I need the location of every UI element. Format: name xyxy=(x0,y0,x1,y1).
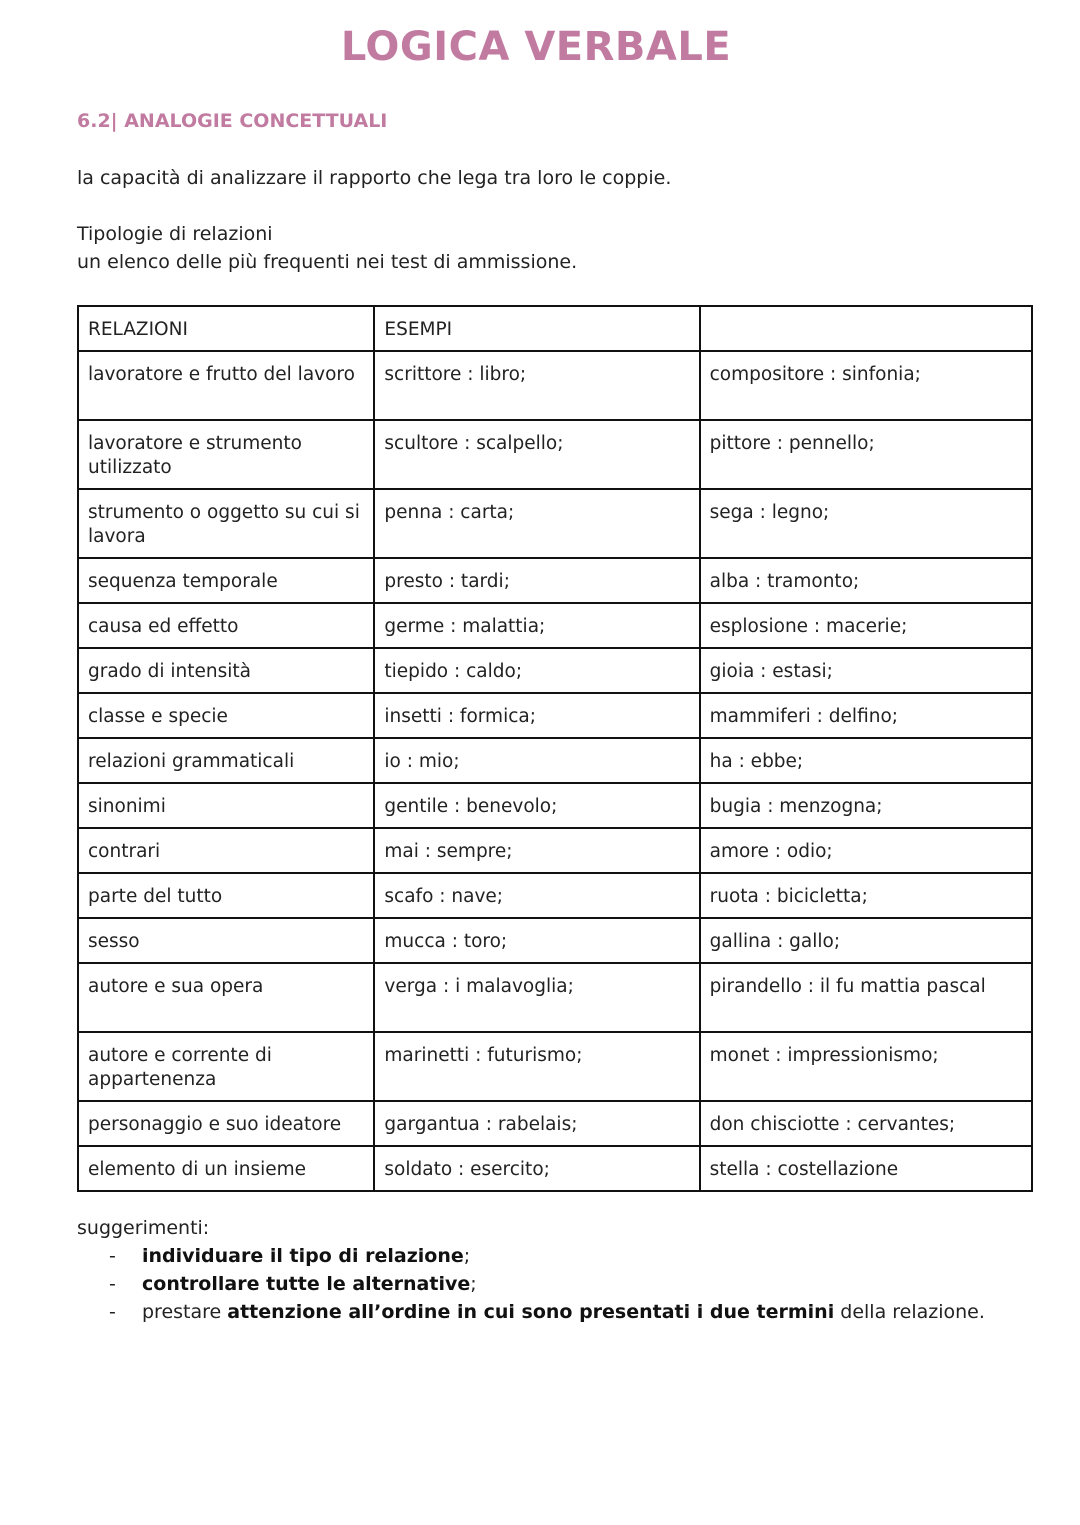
relation-cell: relazioni grammaticali xyxy=(78,738,374,783)
table-header-row xyxy=(78,306,1032,351)
example-cell: ruota : bicicletta; xyxy=(700,873,1032,918)
table-row xyxy=(78,693,1032,738)
types-heading: Tipologie di relazioni xyxy=(77,223,273,245)
suggestions xyxy=(77,1214,985,1326)
intro-text: la capacità di analizzare il rapporto che lega tra loro le coppie. xyxy=(77,167,672,189)
example-cell: scafo : nave; xyxy=(374,873,699,918)
relation-cell: lavoratore e strumento utilizzato xyxy=(78,420,374,489)
relation-cell: sesso xyxy=(78,918,374,963)
example-cell: pirandello : il fu mattia pascal xyxy=(700,963,1032,1032)
table-row xyxy=(78,1032,1032,1101)
table-row xyxy=(78,351,1032,420)
example-cell: soldato : esercito; xyxy=(374,1146,699,1191)
relation-cell: classe e specie xyxy=(78,693,374,738)
suggestion-text: della relazione. xyxy=(834,1301,985,1323)
example-cell: marinetti : futurismo; xyxy=(374,1032,699,1101)
relation-cell: elemento di un insieme xyxy=(78,1146,374,1191)
example-cell: amore : odio; xyxy=(700,828,1032,873)
table-row xyxy=(78,873,1032,918)
suggestion-text: prestare xyxy=(142,1301,228,1323)
table-row xyxy=(78,1146,1032,1191)
example-cell: ha : ebbe; xyxy=(700,738,1032,783)
table-row xyxy=(78,738,1032,783)
relation-cell: personaggio e suo ideatore xyxy=(78,1101,374,1146)
example-cell: sega : legno; xyxy=(700,489,1032,558)
example-cell: mammiferi : delfino; xyxy=(700,693,1032,738)
example-cell: don chisciotte : cervantes; xyxy=(700,1101,1032,1146)
suggestion-item xyxy=(77,1270,985,1298)
dash-bullet: - xyxy=(109,1273,116,1295)
relation-cell: sequenza temporale xyxy=(78,558,374,603)
table-row xyxy=(78,558,1032,603)
table-row xyxy=(78,918,1032,963)
example-cell: insetti : formica; xyxy=(374,693,699,738)
suggestion-bold: individuare il tipo di relazione xyxy=(142,1245,464,1267)
header-relazioni: RELAZIONI xyxy=(78,306,374,351)
example-cell: scultore : scalpello; xyxy=(374,420,699,489)
suggestions-list xyxy=(77,1242,985,1326)
example-cell: pittore : pennello; xyxy=(700,420,1032,489)
relation-cell: contrari xyxy=(78,828,374,873)
suggestion-bold: controllare tutte le alternative xyxy=(142,1273,471,1295)
relation-cell: parte del tutto xyxy=(78,873,374,918)
table-row xyxy=(78,1101,1032,1146)
example-cell: io : mio; xyxy=(374,738,699,783)
dash-bullet: - xyxy=(109,1245,116,1267)
suggestion-text: ; xyxy=(463,1245,471,1267)
suggestion-item xyxy=(77,1242,985,1270)
relation-cell: causa ed effetto xyxy=(78,603,374,648)
section-heading: 6.2| ANALOGIE CONCETTUALI xyxy=(77,110,388,132)
suggestion-text: ; xyxy=(470,1273,477,1295)
relation-cell: sinonimi xyxy=(78,783,374,828)
example-cell: scrittore : libro; xyxy=(374,351,699,420)
types-subtext: un elenco delle più frequenti nei test di ammissione. xyxy=(77,251,578,273)
table-row xyxy=(78,828,1032,873)
example-cell: stella : costellazione xyxy=(700,1146,1032,1191)
dash-bullet: - xyxy=(109,1301,116,1323)
example-cell: bugia : menzogna; xyxy=(700,783,1032,828)
example-cell: mai : sempre; xyxy=(374,828,699,873)
example-cell: alba : tramonto; xyxy=(700,558,1032,603)
example-cell: gallina : gallo; xyxy=(700,918,1032,963)
suggestions-label: suggerimenti: xyxy=(77,1217,210,1239)
relation-cell: lavoratore e frutto del lavoro xyxy=(78,351,374,420)
table-row xyxy=(78,783,1032,828)
example-cell: esplosione : macerie; xyxy=(700,603,1032,648)
suggestion-item xyxy=(77,1298,985,1326)
relation-cell: autore e corrente di appartenenza xyxy=(78,1032,374,1101)
relation-cell: strumento o oggetto su cui si lavora xyxy=(78,489,374,558)
relation-cell: autore e sua opera xyxy=(78,963,374,1032)
example-cell: penna : carta; xyxy=(374,489,699,558)
header-empty xyxy=(700,306,1032,351)
example-cell: verga : i malavoglia; xyxy=(374,963,699,1032)
example-cell: germe : malattia; xyxy=(374,603,699,648)
table-row xyxy=(78,963,1032,1032)
example-cell: mucca : toro; xyxy=(374,918,699,963)
table-row xyxy=(78,420,1032,489)
example-cell: tiepido : caldo; xyxy=(374,648,699,693)
header-esempi: ESEMPI xyxy=(374,306,699,351)
example-cell: gioia : estasi; xyxy=(700,648,1032,693)
example-cell: compositore : sinfonia; xyxy=(700,351,1032,420)
table-row xyxy=(78,489,1032,558)
example-cell: presto : tardi; xyxy=(374,558,699,603)
table-row xyxy=(78,648,1032,693)
table-row xyxy=(78,603,1032,648)
relations-table xyxy=(77,305,1033,1192)
suggestion-bold: attenzione all’ordine in cui sono presentati i due termini xyxy=(227,1301,835,1323)
example-cell: gentile : benevolo; xyxy=(374,783,699,828)
page-title: LOGICA VERBALE xyxy=(340,24,732,70)
example-cell: gargantua : rabelais; xyxy=(374,1101,699,1146)
relation-cell: grado di intensità xyxy=(78,648,374,693)
example-cell: monet : impressionismo; xyxy=(700,1032,1032,1101)
